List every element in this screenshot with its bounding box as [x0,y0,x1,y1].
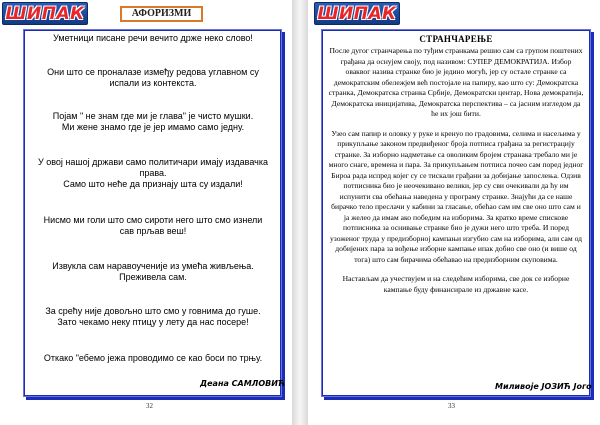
article-body [328,46,584,304]
aphorism: У овој нашој држави само политичари имају издавачка права. Само што неће да признају шта су издали! [38,157,268,189]
page-number: 32 [146,402,153,410]
logo-text: ШИПАК [5,3,85,24]
shipak-logo [314,2,400,25]
aphorism: Појам " не знам где ми је глава" је чисто мушки. Ми жене знамо где је јер имамо само једну. [52,111,254,132]
aphorism: Откако "ебемо јежа проводимо се као боси по трњу. [43,353,263,363]
article-paragraph: Настављам да учествујем и на следећим изборима, све док се изборне кампање буду финансирале из државне касе. [342,274,570,294]
article-title: СТРАНЧАРЕЊЕ [419,34,493,44]
aphorism: Они што се проналазе између редова углавном су испали из контекста. [47,67,259,88]
aphorism: За срећу није довољно што смо у говнима до гуше. Зато чекамо неку птицу у лету да нас посере! [45,306,261,327]
left-page [0,0,292,425]
aphorism: Извукла сам наравоученије из умећа живљења. Преживела сам. [52,261,254,282]
shipak-logo [2,2,88,25]
book-gutter [292,0,308,425]
article-paragraph: После дугог странчарења по туђим странкама решио сам са групом поштених грађана да оснујем своју, под називом: СУПЕР ДЕМОКРАТИЈА. Избор оваквог назива странке био је једино могућ, јер су остале странке са демократским обележјем већ постојале на папиру, као што су: Демократска странка, Демократска странка Србије, Демократски центар, Нова демократија, Демократска иницијатива, Демократска перспектива – са јасним изгледом да ће их још бити. [328,46,584,118]
aphorism: Уметници писане речи вечито држе неко слово! [53,33,253,43]
section-label-aphorisms: АФОРИЗМИ [120,6,203,22]
page-number: 33 [448,402,455,410]
author-signature: Деана САМЛОВИЋ [200,379,285,388]
logo-text: ШИПАК [317,3,397,24]
right-page [308,0,600,425]
aphorism: Нисмо ми голи што смо сироти него што смо изнели сав прљав веш! [43,215,263,236]
article-paragraph: Узео сам папир и оловку у руке и кренуо по градовима, селима и насељима у прикупљање законом предвиђеног броја потписа грађана за регистрацију странке. За изборно надметање са оволиким бројем странака требало ми је много снаге, времена и пара. За прикупљањем потписа почео сам поред једног Бироа рада испред којег су се тискали грађани за добијање запослења. Одзив потписника био је неочекивано велики, јер су сви очекивали да ћу им испунити сва обећања наведена у програму странке. Знајући да се наше бирачко тело преслачи у кабини за гласање, обећао сам им све оно што сам и ја желео да имам ако победим на изборима. За кратко време спискове потписника за оснивање странке био је дужи него што треба. И поред узоженог труда у предизборној кампањи изгубио сам на изборима, али сам од добијених пара за вођење изборне кампање ипак добио све оно (и више од тога) што сам бирачима обећавао на предизборним скуповима. [328,128,584,264]
author-signature: Миливоје ЈОЗИЋ Јого [495,382,592,391]
